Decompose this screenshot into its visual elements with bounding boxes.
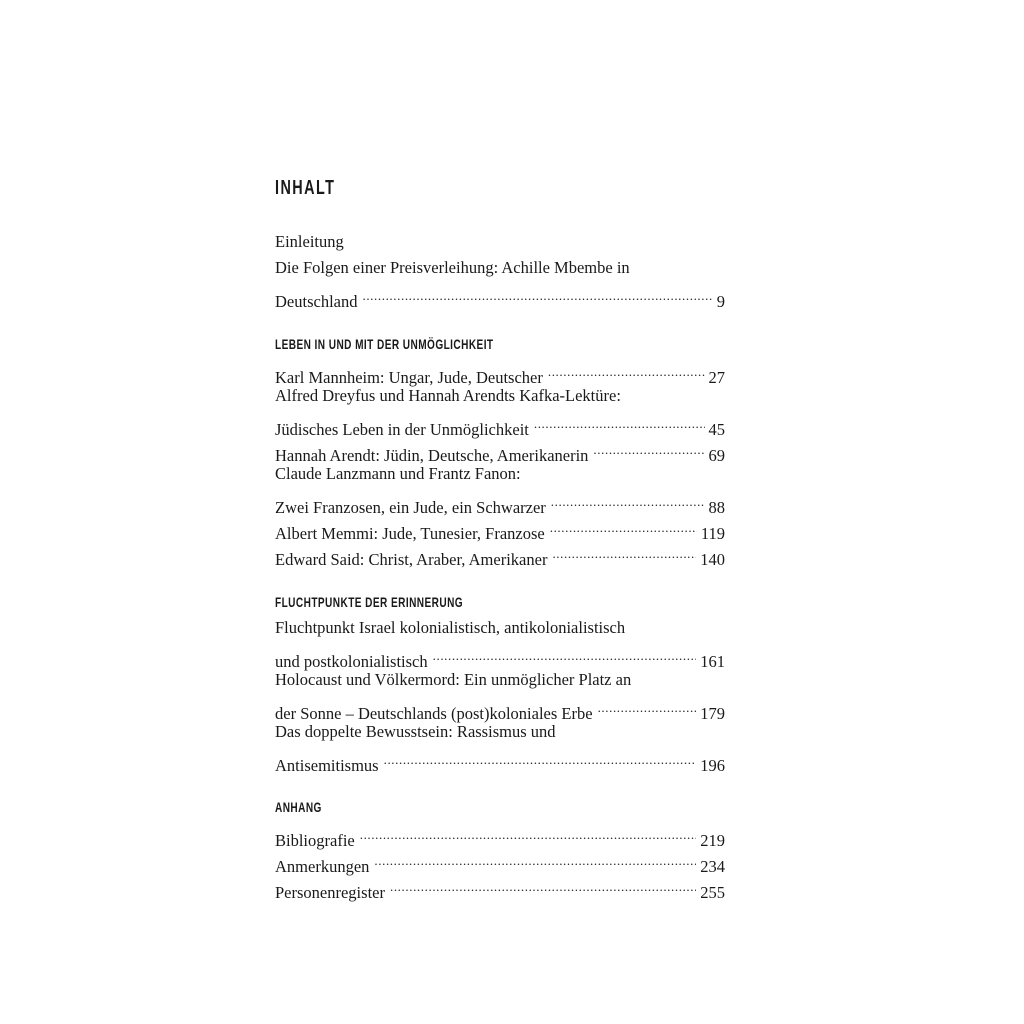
toc-entry-title: Anmerkungen bbox=[275, 857, 370, 876]
toc-page-number: 69 bbox=[708, 446, 725, 465]
section-heading: FLUCHTPUNKTE DER ERINNERUNG bbox=[275, 594, 464, 610]
toc-entry-title: Deutschland bbox=[275, 292, 358, 311]
toc-entry-title: Jüdisches Leben in der Unmöglichkeit bbox=[275, 420, 529, 439]
leader-dots bbox=[552, 539, 696, 565]
toc-line: Die Folgen einer Preisverleihung: Achille Mbembe in bbox=[275, 258, 630, 277]
toc-line: Alfred Dreyfus und Hannah Arendts Kafka-Lektüre: bbox=[275, 386, 621, 405]
toc-entry-title: und postkolonialistisch bbox=[275, 652, 428, 671]
toc-entry bbox=[275, 641, 725, 671]
toc-entry-title: Zwei Franzosen, ein Jude, ein Schwarzer bbox=[275, 498, 546, 517]
toc-page bbox=[275, 0, 725, 1024]
leader-dots bbox=[548, 357, 705, 383]
toc-entry-title: Albert Memmi: Jude, Tunesier, Franzose bbox=[275, 524, 545, 543]
toc-entry-title: der Sonne – Deutschlands (post)koloniales Erbe bbox=[275, 704, 593, 723]
leader-dots bbox=[593, 435, 704, 461]
toc-page-number: 234 bbox=[700, 857, 725, 876]
section-heading: LEBEN IN UND MIT DER UNMÖGLICHKEIT bbox=[275, 336, 494, 352]
toc-page-number: 255 bbox=[700, 883, 725, 902]
toc-entry bbox=[275, 820, 725, 850]
toc-page-number: 88 bbox=[708, 498, 725, 517]
toc-entry-title: Antisemitismus bbox=[275, 756, 379, 775]
toc-page-number: 179 bbox=[700, 704, 725, 723]
toc-section bbox=[275, 592, 725, 775]
toc-entry-last-line bbox=[275, 281, 725, 311]
toc-page-number: 9 bbox=[716, 292, 725, 311]
toc-line: Einleitung bbox=[275, 232, 344, 251]
toc-page-number: 161 bbox=[700, 652, 725, 671]
toc-page-number: 27 bbox=[708, 368, 725, 387]
leader-dots bbox=[384, 745, 697, 771]
toc-page-number: 140 bbox=[700, 550, 725, 569]
toc-entry-title: Karl Mannheim: Ungar, Jude, Deutscher bbox=[275, 368, 543, 387]
toc-line: Holocaust und Völkermord: Ein unmöglicher Platz an bbox=[275, 670, 632, 689]
leader-dots bbox=[534, 409, 705, 435]
toc-intro bbox=[275, 229, 725, 311]
leader-dots bbox=[550, 513, 697, 539]
leader-dots bbox=[390, 872, 696, 898]
toc-section bbox=[275, 797, 725, 902]
toc-entry bbox=[275, 693, 725, 723]
section-heading: ANHANG bbox=[275, 799, 322, 815]
toc-page-number: 196 bbox=[700, 756, 725, 775]
leader-dots bbox=[551, 487, 705, 513]
toc-page-number: 119 bbox=[700, 524, 725, 543]
toc-entry bbox=[275, 357, 725, 387]
toc-entry bbox=[275, 745, 725, 775]
leader-dots bbox=[374, 846, 696, 872]
leader-dots bbox=[598, 693, 697, 719]
toc-entry-title: Hannah Arendt: Jüdin, Deutsche, Amerikanerin bbox=[275, 446, 589, 465]
toc-line: Fluchtpunkt Israel kolonialistisch, antikolonialistisch bbox=[275, 618, 626, 637]
toc-page-number: 45 bbox=[708, 420, 725, 439]
toc-entry-title: Personenregister bbox=[275, 883, 385, 902]
leader-dots bbox=[433, 641, 697, 667]
toc-entry bbox=[275, 409, 725, 439]
leader-dots bbox=[360, 820, 697, 846]
toc-page-number: 219 bbox=[700, 831, 725, 850]
toc-line: Das doppelte Bewusstsein: Rassismus und bbox=[275, 722, 556, 741]
toc-entry bbox=[275, 487, 725, 517]
toc-entry-title: Bibliografie bbox=[275, 831, 355, 850]
toc-line: Claude Lanzmann und Frantz Fanon: bbox=[275, 464, 521, 483]
toc-section bbox=[275, 334, 725, 569]
toc-title: INHALT bbox=[275, 177, 336, 199]
toc-entry-title: Edward Said: Christ, Araber, Amerikaner bbox=[275, 550, 548, 569]
leader-dots bbox=[362, 281, 712, 307]
